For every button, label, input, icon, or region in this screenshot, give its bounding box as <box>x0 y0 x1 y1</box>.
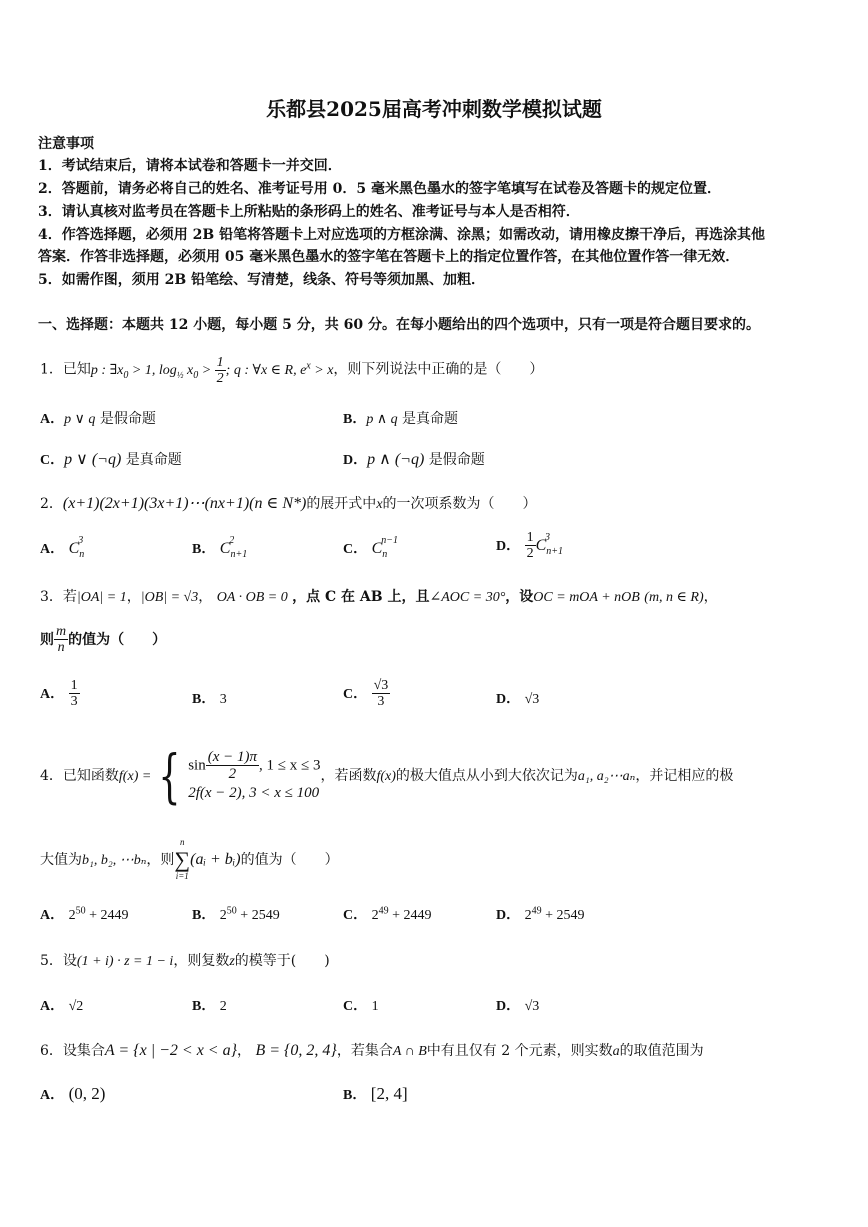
option-c: C．p ∨ (¬q) 是真命题 <box>40 451 182 468</box>
piecewise-function: sin $\frac{(x - 1)\pi}{2}$ , 1 ≤ x ≤ 3 2f(x − 2), 3 < x ≤ 100 <box>188 748 321 801</box>
option-d: D． √3 <box>496 692 540 707</box>
section-heading: 一、选择题：本题共 12 小题，每小题 5 分，共 60 分。在每小题给出的四个选项中，只有一项是符合题目要求的。 <box>38 317 760 333</box>
option-b: B． [2, 4] <box>343 1084 408 1103</box>
q1-formula: p : $\exists x_0 > 1$, $\log_{\frac{1}{2}} x_0$ > $\frac{1}{2}$ ; q : ∀x ∈ R, $e^x > x$ <box>90 354 334 386</box>
option-c: C． $\frac{√3}{3}$ <box>343 678 389 710</box>
option-a: A． $2^{50} + 2449$ <box>40 905 129 923</box>
notice-item: 1．考试结束后，请将本试卷和答题卡一并交回． <box>38 158 342 174</box>
notice-item: 3．请认真核对监考员在答题卡上所粘贴的条形码上的姓名、准考证号与本人是否相符． <box>38 204 580 220</box>
option-b: B．p ∧ q 是真命题 <box>343 411 459 427</box>
question-3: 3．若|OA| = 1，|OB| = √3， OA · OB = 0 ，点 C 在 AB 上，且∠AOC = 30°，设OC = mOA + nOB (m, n ∈ R)， <box>40 589 718 605</box>
option-b: B． 2 <box>192 999 227 1014</box>
question-3-line-2: 则 $\frac{m}{n}$ 的值为（ ） <box>40 624 167 656</box>
q2-formula: (x+1)(2x+1)(3x+1)⋯(nx+1)(n ∈ N*) <box>62 495 307 512</box>
fraction: $\frac{m}{n}$ <box>56 624 67 656</box>
fraction: $\frac{√3}{3}$ <box>373 678 389 710</box>
page-title: 乐都县2025届高考冲刺数学模拟试题 <box>266 97 602 121</box>
option-a: A． $\frac{1}{3}$ <box>40 678 78 710</box>
option-d: D．p ∧ (¬q) 是假命题 <box>343 451 485 468</box>
option-b: B． 3 <box>192 692 227 707</box>
question-2: 2．(x+1)(2x+1)(3x+1)⋯(nx+1)(n ∈ N*)的展开式中x的一次项系数为（ ） <box>40 495 537 512</box>
option-a: A． (0, 2) <box>40 1084 106 1103</box>
question-number: 1．已知 <box>40 361 91 378</box>
fraction: $\frac{1}{3}$ <box>70 678 78 710</box>
notice-item: 5．如需作图，须用 2B 铅笔绘、写清楚，线条、符号等须加黑、加粗． <box>38 272 486 288</box>
option-d: D． $2^{49} + 2549$ <box>496 905 585 923</box>
option-c: C． $2^{49} + 2449$ <box>343 905 432 923</box>
question-4-line-2: 大值为b₁, b₂, ⋯bₙ，则 n ∑ i=1 (aᵢ + bᵢ)的值为（ ） <box>40 837 339 882</box>
option-b: B． $C_{n+1}^2$ <box>192 534 248 561</box>
option-d: D． $\frac{1}{2}$ $C_{n+1}^3$ <box>496 530 563 562</box>
option-a: A． $C_n^3$ <box>40 534 85 561</box>
question-4: 4．已知函数f(x) = { sin $\frac{(x - 1)\pi}{2}$ , 1 ≤ x ≤ 3 2f(x − 2), 3 < x ≤ 100 ，若函数f(x)的极大值点从小到大依次记为a₁, a₂⋯aₙ，并记相应的极 <box>40 742 734 810</box>
option-c: C． 1 <box>343 999 379 1014</box>
left-brace: { <box>158 742 181 810</box>
fraction: $\frac{1}{2}$ <box>526 530 534 562</box>
question-6: 6．设集合A = {x | −2 < x < a}， B = {0, 2, 4}，若集合A ∩ B中有且仅有 2 个元素，则实数a的取值范围为 <box>40 1042 704 1059</box>
question-tail: ，则下列说法中正确的是（ ） <box>333 361 544 378</box>
fraction: $\frac{1}{2}$ <box>216 354 224 386</box>
option-b: B． $2^{50} + 2549$ <box>192 905 280 923</box>
question-5: 5．设(1 + i) · z = 1 − i，则复数z的模等于( ) <box>40 953 330 969</box>
summation: n ∑ i=1 <box>174 837 191 882</box>
notice-item: 答案．作答非选择题，必须用 05 毫米黑色墨水的签字笔在答题卡上的指定位置作答，在其他位置作答一律无效． <box>38 249 740 265</box>
notice-heading: 注意事项 <box>38 136 94 152</box>
option-a: A．p ∨ q 是假命题 <box>40 411 156 427</box>
notice-item: 2．答题前，请务必将自己的姓名、准考证号用 0．5 毫米黑色墨水的签字笔填写在试卷及答题卡的规定位置． <box>38 181 721 197</box>
notice-item: 4．作答选择题，必须用 2B 铅笔将答题卡上对应选项的方框涂满、涂黑；如需改动，请用橡皮擦干净后，再选涂其他 <box>38 227 766 243</box>
question-1 <box>40 346 543 395</box>
option-a: A． √2 <box>40 999 84 1014</box>
option-d: D． √3 <box>496 999 540 1014</box>
option-c: C． $C_n^{n-1}$ <box>343 534 398 561</box>
